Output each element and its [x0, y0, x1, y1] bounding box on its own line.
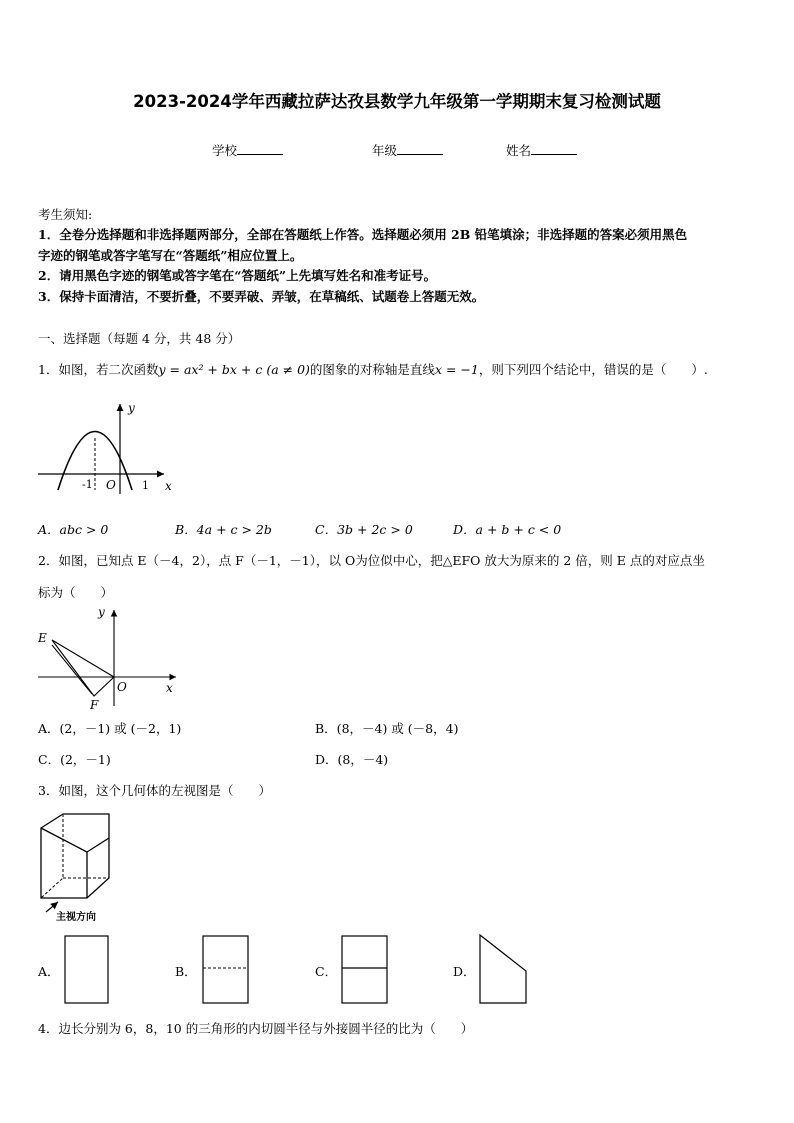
q1-parabola-figure: [38, 398, 178, 500]
q1-option-a[interactable]: A．abc > 0: [38, 522, 109, 537]
question-4: 4．边长分别为 6，8，10 的三角形的内切圆半径与外接圆半径的比为（ ）: [38, 1021, 474, 1036]
page-title: 2023-2024学年西藏拉萨达孜县数学九年级第一学期期末复习检测试题: [133, 92, 661, 111]
school-field[interactable]: [212, 141, 283, 159]
q2-y-label: y: [98, 605, 105, 619]
q1-formula: y = ax² + bx + c (a ≠ 0): [158, 362, 310, 377]
q2-option-c[interactable]: C．(2，－1): [38, 752, 111, 767]
q2-triangle-efo: [52, 640, 114, 696]
q1-option-b[interactable]: B．4a + c > 2b: [175, 522, 272, 537]
question-1: [38, 360, 708, 378]
grade-field[interactable]: [372, 141, 443, 159]
q1-origin-label: O: [106, 478, 116, 492]
q3-option-a-shape[interactable]: [64, 935, 110, 1005]
q3-option-c-shape[interactable]: [341, 935, 389, 1005]
q3-hidden-edges: [41, 814, 109, 898]
school-label: 学校: [212, 143, 238, 158]
notice-item-3: 3．保持卡面清洁，不要折叠，不要弄破、弄皱，在草稿纸、试题卷上答题无效。: [38, 289, 485, 304]
grade-label: 年级: [372, 143, 398, 158]
q2-origin-label: O: [117, 680, 127, 694]
q3-option-c-label[interactable]: C．: [315, 964, 338, 979]
q3-view-caption: 主视方向: [56, 912, 96, 923]
q2-option-b[interactable]: B．(8，－4) 或 (－8，4): [315, 721, 459, 736]
q3-option-b-shape[interactable]: [202, 935, 250, 1005]
question-2-line1: 2．如图，已知点 E（－4，2），点 F（－1，－1），以 O为位似中心，把△EFO 放大为原来的 2 倍，则 E 点的对应点坐: [38, 553, 705, 568]
question-3: 3．如图，这个几何体的左视图是（ ）: [38, 783, 271, 798]
q2-x-label: x: [166, 681, 173, 695]
q1-option-d[interactable]: D．a + b + c < 0: [453, 522, 562, 537]
q2-figure: [34, 602, 184, 712]
q1-one-label: 1: [142, 479, 149, 492]
q1-x-label: x: [165, 479, 172, 493]
q2-option-a[interactable]: A．(2，－1) 或 (－2，1): [38, 721, 182, 736]
q3-solid-outline: [41, 814, 109, 898]
q3-top-edge: [87, 838, 109, 852]
section-heading: 一、选择题（每题 4 分，共 48 分）: [38, 331, 241, 346]
q1-y-label: y: [128, 401, 135, 415]
q3-option-a-label[interactable]: A．: [38, 964, 60, 979]
q3-option-b-label[interactable]: B．: [175, 964, 197, 979]
q3-front-edge: [41, 828, 87, 898]
q2-e-label: E: [38, 631, 47, 645]
q1-neg1-label: -1: [82, 478, 93, 491]
name-label: 姓名: [506, 143, 532, 158]
notice-heading: 考生须知:: [38, 207, 93, 222]
notice-item-1: 1．全卷分选择题和非选择题两部分，全部在答题纸上作答。选择题必须用 2B 铅笔填涂；非选择题的答案必须用黑色: [38, 227, 688, 242]
question-2-line2: 标为（ ）: [38, 585, 114, 600]
notice-item-1-cont: 字迹的钢笔或答字笔写在“答题纸”相应位置上。: [38, 248, 303, 263]
q1-tail: ，则下列四个结论中，错误的是（ ）.: [478, 362, 708, 377]
q1-axis: x = −1: [434, 362, 479, 377]
q3-option-d-label[interactable]: D．: [453, 964, 476, 979]
q1-option-c[interactable]: C．3b + 2c > 0: [315, 522, 413, 537]
name-field[interactable]: [506, 141, 577, 159]
notice-item-2: 2．请用黑色字迹的钢笔或答字笔在“答题纸”上先填写姓名和准考证号。: [38, 268, 437, 283]
q2-f-label: F: [90, 698, 99, 712]
q1-pre: 1．如图，若二次函数: [38, 362, 159, 377]
q2-option-d[interactable]: D．(8，－4): [315, 752, 389, 767]
q1-post: 的图象的对称轴是直线: [309, 362, 435, 377]
q3-option-d-shape[interactable]: [478, 933, 530, 1005]
q3-solid-figure: [36, 808, 126, 918]
